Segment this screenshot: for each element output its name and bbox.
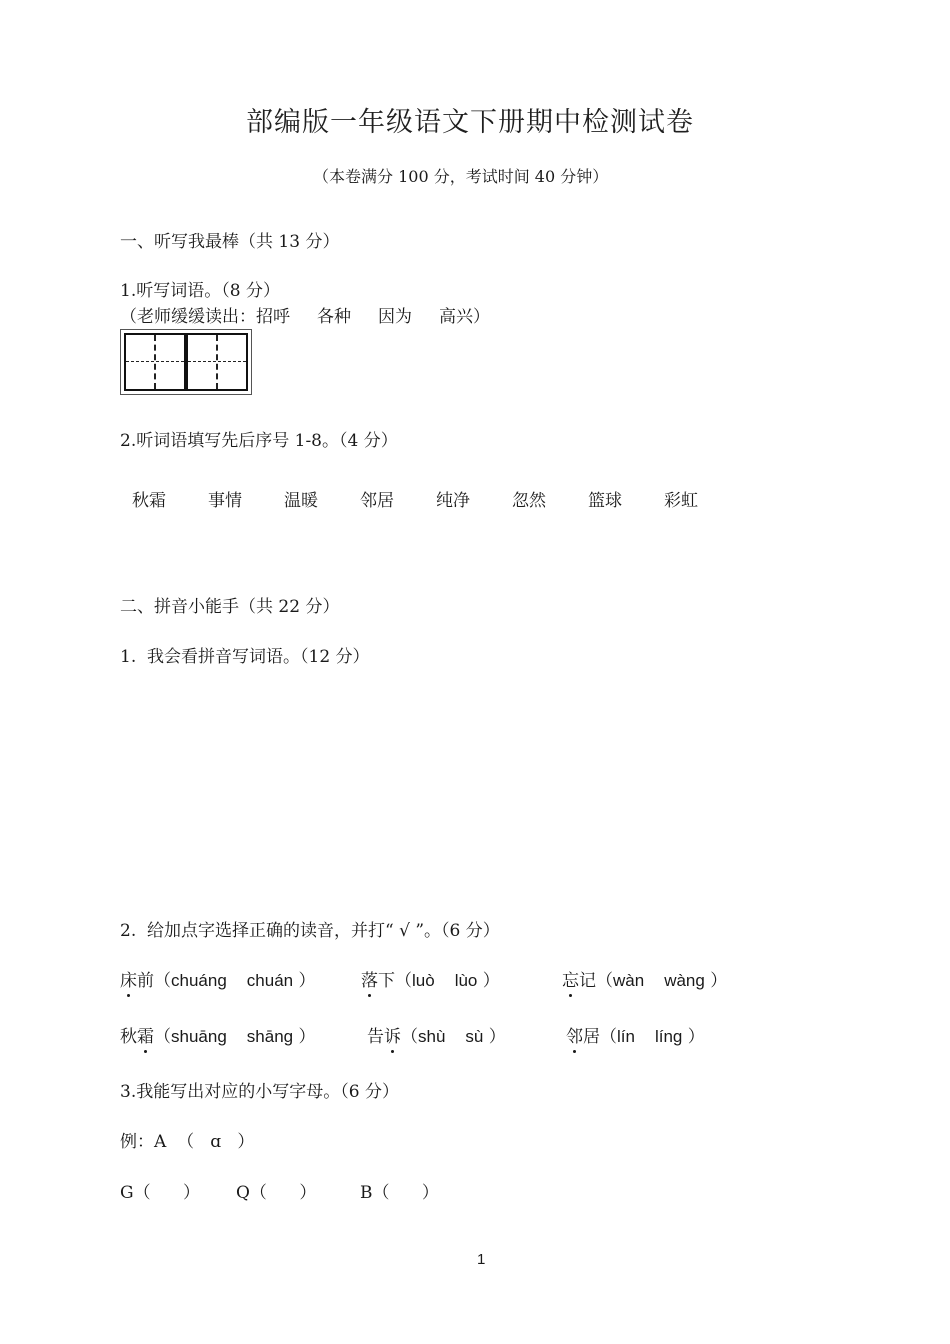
dotted-char: 诉 [384,1022,401,1047]
word-item: 篮球 [588,491,622,511]
question-2-1-label: 1. 我会看拼音写词语。（12 分） [120,647,370,667]
pinyin-option[interactable]: sù [465,1027,484,1046]
pinyin-option[interactable]: shuāng [171,1027,227,1046]
question-2-2-label: 2. 给加点字选择正确的读音，并打“ √ ”。（6 分） [120,921,500,941]
letter-item[interactable]: B（ ） [360,1183,439,1203]
question-2-3-label: 3.我能写出对应的小写字母。（6 分） [120,1082,399,1102]
word-item: 温暖 [284,491,318,511]
pinyin-option[interactable]: shāng [246,1027,294,1046]
page-number: 1 [477,1251,486,1268]
pinyin-option[interactable]: chuán [246,971,294,990]
letter-item[interactable]: Q（ ） [236,1183,317,1203]
pinyin-option[interactable]: lín [617,1027,635,1046]
letter-item[interactable]: G（ ） [120,1183,201,1203]
dotted-char: 邻 [566,1022,583,1047]
writing-grid[interactable] [120,329,252,395]
question-1-2-label: 2.听词语填写先后序号 1-8。（4 分） [120,431,398,451]
dotted-char: 霜 [137,1022,154,1047]
pinyin-item: 秋霜（shuāng shāng ） [120,1022,316,1047]
dotted-char: 床 [120,966,137,991]
pinyin-item: 床前（chuáng chuán ） [120,966,316,991]
pinyin-item: 告诉（shù sù ） [367,1022,506,1047]
pinyin-option[interactable]: wàng [664,971,705,990]
page-title: 部编版一年级语文下册期中检测试卷 [246,107,694,138]
question-1-1-label: 1.听写词语。（8 分） [120,281,280,301]
letter-example: 例：A （ ɑ ） [120,1132,255,1152]
word-item: 秋霜 [132,491,166,511]
word-item: 邻居 [360,491,394,511]
pinyin-option[interactable]: shù [418,1027,446,1046]
pinyin-item: 落下（luò lùo ） [361,966,500,991]
writing-cell[interactable] [186,333,248,391]
dotted-char: 落 [361,966,378,991]
word-item: 事情 [208,491,242,511]
exam-info: （本卷满分 100 分，考试时间 40 分钟） [313,167,609,186]
pinyin-option[interactable]: lùo [454,971,478,990]
writing-cell[interactable] [124,333,186,391]
pinyin-item: 邻居（lín líng ） [566,1022,705,1047]
pinyin-option[interactable]: líng [654,1027,683,1046]
dictation-note: （老师缓缓读出：招呼 各种 因为 高兴） [120,307,491,327]
pinyin-option[interactable]: wàn [613,971,645,990]
pinyin-option[interactable]: luò [412,971,435,990]
pinyin-option[interactable]: chuáng [171,971,227,990]
word-item: 彩虹 [664,491,698,511]
word-item: 忽然 [512,491,546,511]
word-item: 纯净 [436,491,470,511]
dotted-char: 忘 [562,966,579,991]
pinyin-item: 忘记（wàn wàng ） [562,966,727,991]
section-1-heading: 一、听写我最棒（共 13 分） [120,232,340,252]
section-2-heading: 二、拼音小能手（共 22 分） [120,597,340,617]
